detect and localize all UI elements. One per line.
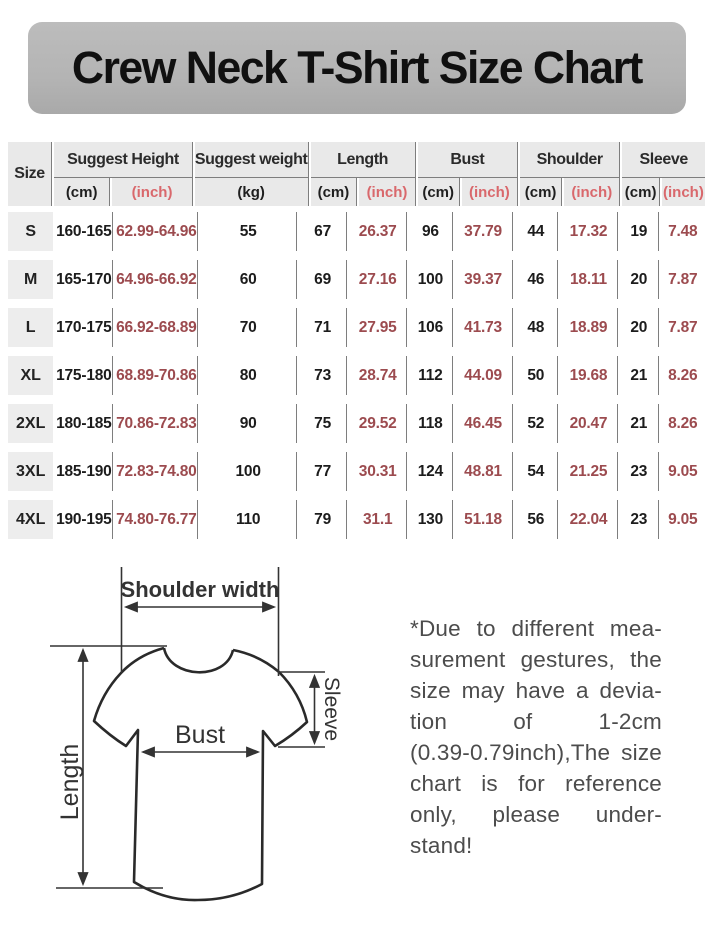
- table-value-cell: 23: [620, 500, 659, 539]
- row-size-label: 3XL: [8, 452, 53, 491]
- table-value-cell: 19.68: [560, 356, 618, 395]
- table-value-cell: 74.80-76.77: [115, 500, 198, 539]
- table-value-cell: 69: [299, 260, 347, 299]
- measurement-note: [410, 613, 662, 861]
- table-body: [8, 212, 705, 539]
- table-value-cell: 22.04: [560, 500, 618, 539]
- header-unit-cell: (inch): [462, 178, 518, 206]
- table-value-cell: 130: [409, 500, 452, 539]
- table-value-cell: 44: [515, 212, 558, 251]
- tshirt-measurement-diagram: [20, 555, 400, 921]
- table-value-cell: 51.18: [455, 500, 513, 539]
- note-line: surement gestures, the: [410, 647, 662, 672]
- header-unit-cell: (kg): [195, 178, 309, 206]
- table-value-cell: 55: [200, 212, 297, 251]
- table-value-cell: 175-180: [55, 356, 113, 395]
- table-value-cell: 124: [409, 452, 452, 491]
- table-value-cell: 100: [200, 452, 297, 491]
- table-value-cell: 106: [409, 308, 452, 347]
- table-value-cell: 70.86-72.83: [115, 404, 198, 443]
- bottom-section: [0, 555, 713, 921]
- sleeve-label: Sleeve: [320, 676, 343, 742]
- bust-label: Bust: [174, 721, 226, 749]
- table-value-cell: 37.79: [455, 212, 513, 251]
- row-size-label: 2XL: [8, 404, 53, 443]
- table-value-cell: 118: [409, 404, 452, 443]
- table-value-cell: 67: [299, 212, 347, 251]
- table-value-cell: 20: [620, 308, 659, 347]
- table-value-cell: 70: [200, 308, 297, 347]
- header-size-cell: Size: [8, 142, 52, 206]
- length-label: Length: [56, 743, 84, 821]
- header-unit-cell: (cm): [418, 178, 460, 206]
- tshirt-neckline: [164, 648, 233, 672]
- table-header: [8, 142, 705, 206]
- table-value-cell: 21: [620, 404, 659, 443]
- table-value-cell: 62.99-64.96: [115, 212, 198, 251]
- table-value-cell: 170-175: [55, 308, 113, 347]
- row-size-label: 4XL: [8, 500, 53, 539]
- table-value-cell: 77: [299, 452, 347, 491]
- table-value-cell: 21: [620, 356, 659, 395]
- header-unit-cell: (inch): [564, 178, 620, 206]
- table-value-cell: 112: [409, 356, 452, 395]
- note-line: *Due to different mea-: [410, 616, 662, 641]
- table-value-cell: 60: [200, 260, 297, 299]
- table-value-cell: 48.81: [455, 452, 513, 491]
- table-value-cell: 64.96-66.92: [115, 260, 198, 299]
- table-value-cell: 73: [299, 356, 347, 395]
- header-unit-cell: (inch): [359, 178, 415, 206]
- table-value-cell: 50: [515, 356, 558, 395]
- size-chart-table: [8, 142, 705, 539]
- row-size-label: L: [8, 308, 53, 347]
- header-group-cell: Bust: [418, 142, 518, 178]
- header-group-cell: Sleeve: [622, 142, 705, 178]
- table-value-cell: 165-170: [55, 260, 113, 299]
- table-value-cell: 96: [409, 212, 452, 251]
- table-value-cell: 56: [515, 500, 558, 539]
- header-group-cell: Length: [311, 142, 416, 178]
- table-value-cell: 8.26: [661, 356, 705, 395]
- table-value-cell: 18.11: [560, 260, 618, 299]
- table-value-cell: 7.87: [661, 308, 705, 347]
- table-value-cell: 29.52: [349, 404, 407, 443]
- table-value-cell: 19: [620, 212, 659, 251]
- table-value-cell: 79: [299, 500, 347, 539]
- table-value-cell: 18.89: [560, 308, 618, 347]
- header-unit-cell: (inch): [112, 178, 193, 206]
- header-unit-cell: (cm): [311, 178, 358, 206]
- table-value-cell: 7.48: [661, 212, 705, 251]
- table-value-cell: 46.45: [455, 404, 513, 443]
- note-line: stand!: [410, 833, 473, 858]
- note-line: chart is for reference: [410, 771, 662, 796]
- table-value-cell: 39.37: [455, 260, 513, 299]
- table-value-cell: 100: [409, 260, 452, 299]
- table-value-cell: 28.74: [349, 356, 407, 395]
- header-unit-cell: (cm): [622, 178, 659, 206]
- table-value-cell: 185-190: [55, 452, 113, 491]
- table-value-cell: 21.25: [560, 452, 618, 491]
- table-value-cell: 41.73: [455, 308, 513, 347]
- row-size-label: S: [8, 212, 53, 251]
- table-value-cell: 52: [515, 404, 558, 443]
- table-value-cell: 20.47: [560, 404, 618, 443]
- table-value-cell: 31.1: [349, 500, 407, 539]
- row-size-label: M: [8, 260, 53, 299]
- header-unit-cell: (cm): [520, 178, 562, 206]
- tshirt-outline: [94, 648, 307, 900]
- table-value-cell: 66.92-68.89: [115, 308, 198, 347]
- header-unit-cell: (inch): [662, 178, 705, 206]
- table-value-cell: 68.89-70.86: [115, 356, 198, 395]
- table-value-cell: 27.95: [349, 308, 407, 347]
- note-line: size may have a devia-: [410, 678, 662, 703]
- header-group-cell: Shoulder: [520, 142, 620, 178]
- table-value-cell: 46: [515, 260, 558, 299]
- table-value-cell: 54: [515, 452, 558, 491]
- table-value-cell: 8.26: [661, 404, 705, 443]
- table-value-cell: 20: [620, 260, 659, 299]
- note-line: tion of 1-2cm: [410, 709, 662, 734]
- table-value-cell: 75: [299, 404, 347, 443]
- table-value-cell: 27.16: [349, 260, 407, 299]
- header-unit-cell: (cm): [54, 178, 110, 206]
- row-size-label: XL: [8, 356, 53, 395]
- table-value-cell: 110: [200, 500, 297, 539]
- table-value-cell: 9.05: [661, 452, 705, 491]
- page-title: Crew Neck T-Shirt Size Chart: [72, 42, 642, 93]
- title-banner: [28, 22, 686, 114]
- table-value-cell: 17.32: [560, 212, 618, 251]
- table-value-cell: 72.83-74.80: [115, 452, 198, 491]
- table-value-cell: 160-165: [55, 212, 113, 251]
- table-value-cell: 48: [515, 308, 558, 347]
- table-value-cell: 9.05: [661, 500, 705, 539]
- table-value-cell: 80: [200, 356, 297, 395]
- table-value-cell: 23: [620, 452, 659, 491]
- note-line: only, please under-: [410, 802, 662, 827]
- note-line: (0.39-0.79inch),The size: [410, 740, 662, 765]
- shoulder-width-label: Shoulder width: [120, 577, 280, 602]
- table-value-cell: 90: [200, 404, 297, 443]
- table-value-cell: 30.31: [349, 452, 407, 491]
- table-value-cell: 44.09: [455, 356, 513, 395]
- header-group-cell: Suggest Height: [54, 142, 193, 178]
- table-value-cell: 190-195: [55, 500, 113, 539]
- table-value-cell: 26.37: [349, 212, 407, 251]
- table-value-cell: 71: [299, 308, 347, 347]
- table-value-cell: 180-185: [55, 404, 113, 443]
- header-group-cell: Suggest weight: [195, 142, 309, 178]
- table-value-cell: 7.87: [661, 260, 705, 299]
